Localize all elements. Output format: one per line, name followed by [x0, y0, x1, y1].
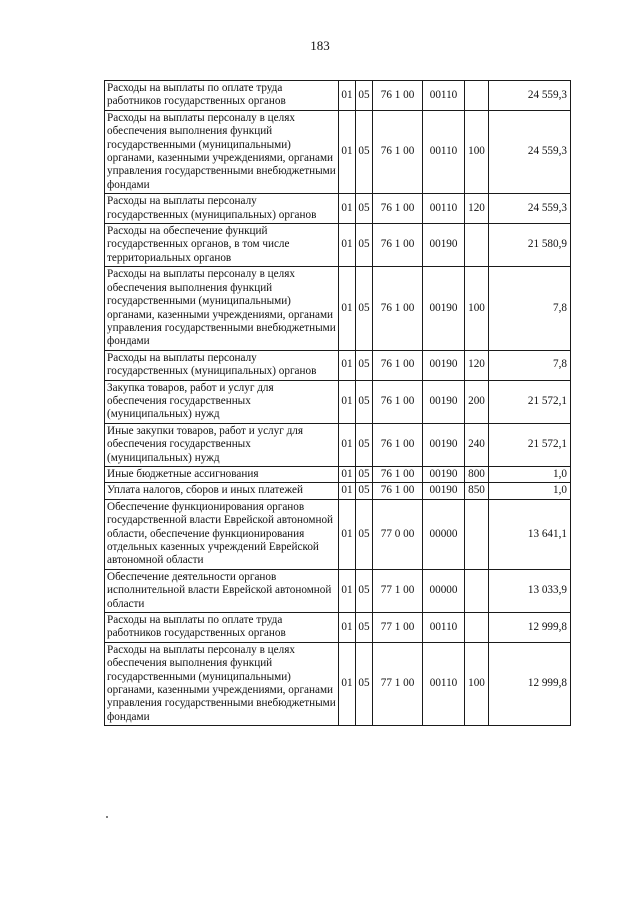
row-subsection-code: 05 [356, 194, 373, 224]
row-amount: 21 572,1 [489, 423, 571, 466]
row-expense-type-code: 100 [465, 267, 489, 350]
table-row [105, 569, 571, 612]
row-subsection-code: 05 [356, 423, 373, 466]
row-name: Расходы на выплаты персоналу в целях обеспечения выполнения функций государственными (муниципальными) органами, казенными учреждениями, органами управления государственными внебюджетными фондами [105, 110, 339, 193]
row-program-code: 76 1 00 [373, 110, 423, 193]
row-amount: 24 559,3 [489, 194, 571, 224]
row-amount: 21 572,1 [489, 380, 571, 423]
row-subsection-code: 05 [356, 267, 373, 350]
scan-speck [106, 816, 108, 818]
row-direction-code: 00190 [423, 423, 465, 466]
row-amount: 13 033,9 [489, 569, 571, 612]
row-subsection-code: 05 [356, 466, 373, 482]
row-name: Расходы на выплаты персоналу государственных (муниципальных) органов [105, 350, 339, 380]
row-section-code: 01 [339, 499, 356, 569]
row-program-code: 76 1 00 [373, 423, 423, 466]
row-direction-code: 00110 [423, 81, 465, 111]
row-direction-code: 00190 [423, 224, 465, 267]
row-expense-type-code [465, 569, 489, 612]
row-program-code: 76 1 00 [373, 350, 423, 380]
row-amount: 1,0 [489, 466, 571, 482]
row-expense-type-code: 100 [465, 642, 489, 725]
row-program-code: 77 1 00 [373, 569, 423, 612]
row-amount: 21 580,9 [489, 224, 571, 267]
table-row [105, 380, 571, 423]
row-name: Расходы на выплаты персоналу в целях обеспечения выполнения функций государственными (муниципальными) органами, казенными учреждениями, органами управления государственными внебюджетными фондами [105, 642, 339, 725]
row-amount: 24 559,3 [489, 81, 571, 111]
row-name: Расходы на выплаты по оплате труда работников государственных органов [105, 81, 339, 111]
page-number: 183 [310, 38, 330, 53]
row-program-code: 76 1 00 [373, 81, 423, 111]
table-row [105, 642, 571, 725]
row-direction-code: 00000 [423, 569, 465, 612]
row-amount: 12 999,8 [489, 642, 571, 725]
row-section-code: 01 [339, 350, 356, 380]
row-expense-type-code: 800 [465, 466, 489, 482]
row-expense-type-code: 240 [465, 423, 489, 466]
table-row [105, 350, 571, 380]
row-expense-type-code: 100 [465, 110, 489, 193]
budget-table [104, 80, 571, 726]
row-direction-code: 00110 [423, 613, 465, 643]
table-row [105, 483, 571, 499]
row-name: Расходы на выплаты по оплате труда работников государственных органов [105, 613, 339, 643]
row-expense-type-code [465, 499, 489, 569]
row-section-code: 01 [339, 642, 356, 725]
row-direction-code: 00190 [423, 267, 465, 350]
row-section-code: 01 [339, 194, 356, 224]
table-row [105, 466, 571, 482]
row-program-code: 76 1 00 [373, 483, 423, 499]
row-amount: 7,8 [489, 267, 571, 350]
row-expense-type-code: 850 [465, 483, 489, 499]
row-subsection-code: 05 [356, 380, 373, 423]
row-direction-code: 00000 [423, 499, 465, 569]
table-row [105, 81, 571, 111]
row-amount: 7,8 [489, 350, 571, 380]
row-expense-type-code [465, 613, 489, 643]
row-expense-type-code [465, 81, 489, 111]
row-section-code: 01 [339, 267, 356, 350]
table-row [105, 499, 571, 569]
row-program-code: 76 1 00 [373, 267, 423, 350]
row-subsection-code: 05 [356, 350, 373, 380]
row-subsection-code: 05 [356, 569, 373, 612]
row-section-code: 01 [339, 423, 356, 466]
row-direction-code: 00190 [423, 350, 465, 380]
row-name: Иные бюджетные ассигнования [105, 466, 339, 482]
row-section-code: 01 [339, 613, 356, 643]
row-expense-type-code: 120 [465, 350, 489, 380]
row-subsection-code: 05 [356, 642, 373, 725]
table-row [105, 224, 571, 267]
row-name: Расходы на выплаты персоналу государственных (муниципальных) органов [105, 194, 339, 224]
row-program-code: 77 1 00 [373, 613, 423, 643]
table-row [105, 110, 571, 193]
row-name: Обеспечение функционирования органов государственной власти Еврейской автономной области, обеспечение функционирования отдельных казенных учреждений Еврейской автономной области [105, 499, 339, 569]
row-program-code: 77 0 00 [373, 499, 423, 569]
row-section-code: 01 [339, 380, 356, 423]
row-name: Обеспечение деятельности органов исполнительной власти Еврейской автономной области [105, 569, 339, 612]
row-section-code: 01 [339, 483, 356, 499]
table-row [105, 423, 571, 466]
row-subsection-code: 05 [356, 81, 373, 111]
row-amount: 12 999,8 [489, 613, 571, 643]
row-subsection-code: 05 [356, 613, 373, 643]
row-direction-code: 00190 [423, 483, 465, 499]
row-expense-type-code: 200 [465, 380, 489, 423]
row-program-code: 76 1 00 [373, 224, 423, 267]
row-amount: 13 641,1 [489, 499, 571, 569]
row-program-code: 76 1 00 [373, 380, 423, 423]
row-program-code: 76 1 00 [373, 466, 423, 482]
row-subsection-code: 05 [356, 110, 373, 193]
row-direction-code: 00190 [423, 380, 465, 423]
row-direction-code: 00110 [423, 110, 465, 193]
row-subsection-code: 05 [356, 483, 373, 499]
row-direction-code: 00110 [423, 194, 465, 224]
row-subsection-code: 05 [356, 224, 373, 267]
row-name: Иные закупки товаров, работ и услуг для обеспечения государственных (муниципальных) нужд [105, 423, 339, 466]
row-expense-type-code: 120 [465, 194, 489, 224]
row-program-code: 77 1 00 [373, 642, 423, 725]
row-section-code: 01 [339, 224, 356, 267]
row-section-code: 01 [339, 81, 356, 111]
row-name: Расходы на выплаты персоналу в целях обеспечения выполнения функций государственными (муниципальными) органами, казенными учреждениями, органами управления государственными внебюджетными фондами [105, 267, 339, 350]
row-section-code: 01 [339, 569, 356, 612]
row-name: Уплата налогов, сборов и иных платежей [105, 483, 339, 499]
table-row [105, 613, 571, 643]
row-name: Расходы на обеспечение функций государственных органов, в том числе территориальных органов [105, 224, 339, 267]
row-amount: 24 559,3 [489, 110, 571, 193]
row-direction-code: 00190 [423, 466, 465, 482]
row-subsection-code: 05 [356, 499, 373, 569]
row-expense-type-code [465, 224, 489, 267]
table-row [105, 194, 571, 224]
row-direction-code: 00110 [423, 642, 465, 725]
row-amount: 1,0 [489, 483, 571, 499]
row-section-code: 01 [339, 110, 356, 193]
row-section-code: 01 [339, 466, 356, 482]
row-name: Закупка товаров, работ и услуг для обеспечения государственных (муниципальных) нужд [105, 380, 339, 423]
table-row [105, 267, 571, 350]
row-program-code: 76 1 00 [373, 194, 423, 224]
